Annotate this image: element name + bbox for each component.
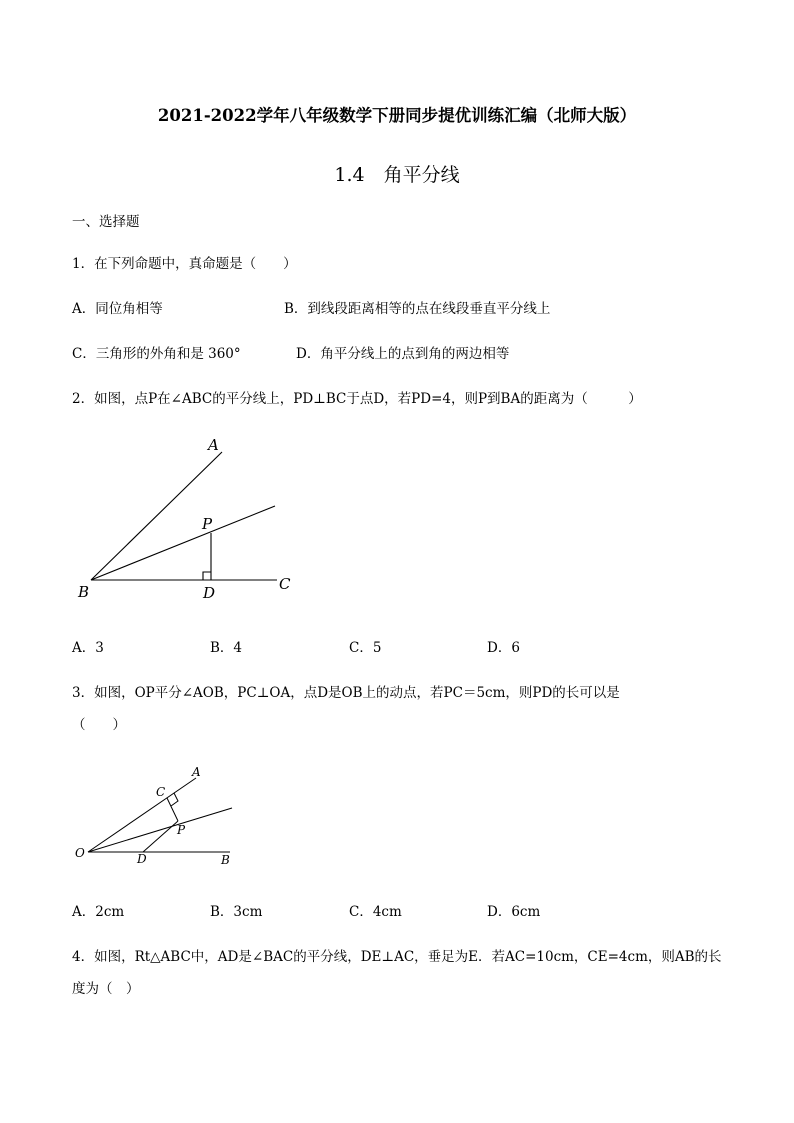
question-1-option-c: C．三角形的外角和是 360° [72, 346, 241, 362]
label-b: B [78, 583, 90, 601]
section-title: 1.4 角平分线 [334, 164, 460, 186]
label-d: D [203, 584, 216, 602]
question-3-option-b: B．3cm [210, 904, 263, 920]
document-title: 2021-2022学年八年级数学下册同步提优训练汇编（北师大版） [157, 106, 637, 125]
question-2-option-a: A．3 [72, 640, 104, 656]
label-a: A [208, 436, 219, 454]
section-heading: 一、选择题 [72, 214, 140, 230]
label-c: C [279, 575, 291, 593]
ray-op [88, 808, 232, 852]
label-b: B [221, 853, 230, 867]
label-c: C [156, 785, 166, 799]
label-p: P [177, 823, 186, 837]
question-2-option-d: D．6 [487, 640, 520, 656]
label-p: P [202, 515, 213, 533]
question-3-option-c: C．4cm [349, 904, 402, 920]
label-a: A [192, 765, 201, 779]
question-2-option-b: B．4 [210, 640, 243, 656]
segment-pd [143, 821, 178, 852]
question-1-option-d: D．角平分线上的点到角的两边相等 [296, 346, 510, 362]
question-1-option-b: B．到线段距离相等的点在线段垂直平分线上 [284, 301, 551, 317]
ray-oa [88, 778, 196, 852]
question-3-stem: 3．如图，OP平分∠AOB，PC⊥OA，点D是OB上的动点，若PC＝5cm，则PD的长可以是 [72, 685, 620, 701]
question-2-stem: 2．如图，点P在∠ABC的平分线上，PD⊥BC于点D，若PD=4，则P到BA的距离为（ ） [72, 391, 642, 407]
question-1-stem: 1．在下列命题中，真命题是（ ） [72, 256, 297, 272]
segment-pc [167, 798, 178, 821]
label-d: D [137, 852, 147, 866]
question-1-option-a: A．同位角相等 [72, 301, 163, 317]
question-3-stem-continued: （ ） [72, 717, 126, 733]
question-4-stem: 4．如图，Rt△ABC中，AD是∠BAC的平分线，DE⊥AC，垂足为E．若AC=10cm，CE=4cm，则AB的长 [72, 949, 722, 965]
question-4-stem-continued: 度为（ ） [72, 981, 140, 997]
label-o: O [75, 846, 85, 860]
question-3-option-a: A．2cm [72, 904, 125, 920]
question-3-option-d: D．6cm [487, 904, 541, 920]
question-2-option-c: C．5 [349, 640, 382, 656]
